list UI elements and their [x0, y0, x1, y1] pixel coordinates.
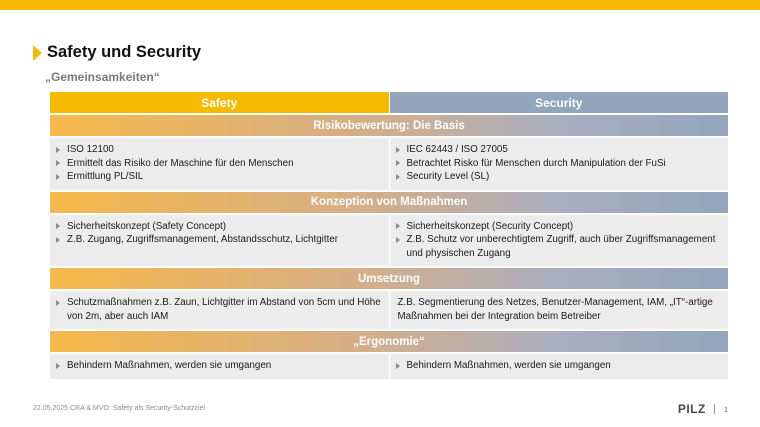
section-title-ergonomics: „Ergonomie“ — [50, 331, 728, 352]
list-item: Ermittelt das Risiko der Maschine für den Menschen — [54, 157, 383, 171]
bullet-icon — [56, 174, 60, 180]
comparison-table — [50, 92, 728, 379]
table-row — [50, 354, 728, 379]
list-item: Schutzmaßnahmen z.B. Zaun, Lichtgitter im Abstand von 5cm und Höhe von 2m, aber auch IAM — [54, 296, 383, 323]
list-item: Z.B. Zugang, Zugriffsmanagement, Abstandsschutz, Lichtgitter — [54, 233, 383, 247]
safety-cell — [50, 291, 389, 329]
header-safety: Safety — [50, 92, 389, 113]
footer-right — [678, 402, 728, 416]
list-item: Ermittlung PL/SIL — [54, 170, 383, 184]
safety-cell — [50, 138, 389, 190]
bullet-icon — [56, 363, 60, 369]
top-accent-bar — [0, 0, 760, 10]
bullet-icon — [396, 237, 400, 243]
list-item: ISO 12100 — [54, 143, 383, 157]
list-item: Sicherheitskonzept (Security Concept) — [394, 220, 723, 234]
table-header-row — [50, 92, 728, 113]
section-title-concept: Konzeption von Maßnahmen — [50, 192, 728, 213]
security-cell — [389, 354, 729, 379]
bullet-icon — [56, 300, 60, 306]
bullet-icon — [396, 174, 400, 180]
list-item: Sicherheitskonzept (Safety Concept) — [54, 220, 383, 234]
section-title-implementation: Umsetzung — [50, 268, 728, 289]
header-security: Security — [390, 92, 729, 113]
page-title: Safety und Security — [47, 43, 202, 61]
page-number: 1 — [723, 404, 728, 414]
pilz-logo: PILZ — [677, 402, 706, 416]
bullet-icon — [396, 223, 400, 229]
list-item: Z.B. Schutz vor unberechtigtem Zugriff, auch über Zugriffsmanagement und physischen Zugang — [394, 233, 723, 260]
safety-cell — [50, 215, 389, 267]
security-cell — [389, 138, 729, 190]
list-item: Behindern Maßnahmen, werden sie umgangen — [54, 359, 383, 373]
security-cell — [389, 291, 729, 329]
list-item: Betrachtet Risko für Menschen durch Manipulation der FuSi — [394, 157, 723, 171]
security-cell — [389, 215, 729, 267]
bullet-icon — [56, 237, 60, 243]
security-text: Z.B. Segmentierung des Netzes, Benutzer-Management, IAM, „IT“-artige Maßnahmen bei der Integration beim Betreiber — [397, 297, 713, 322]
bullet-icon — [396, 147, 400, 153]
bullet-icon — [56, 147, 60, 153]
list-item: Security Level (SL) — [394, 170, 723, 184]
safety-cell — [50, 354, 389, 379]
page-subtitle: „Gemeinsamkeiten“ — [45, 70, 160, 84]
bullet-icon — [56, 160, 60, 166]
bullet-icon — [396, 363, 400, 369]
table-row — [50, 215, 728, 267]
table-row — [50, 138, 728, 190]
footer-text: 22.05.2025 CRA & MVO: Safety als Security-Schutzziel — [33, 405, 205, 412]
table-row — [50, 291, 728, 329]
bullet-icon — [396, 160, 400, 166]
title-arrow-icon — [33, 45, 42, 61]
bullet-icon — [56, 223, 60, 229]
list-item: IEC 62443 / ISO 27005 — [394, 143, 723, 157]
list-item: Behindern Maßnahmen, werden sie umgangen — [394, 359, 723, 373]
footer-separator — [714, 404, 715, 414]
title-area — [33, 43, 201, 62]
section-title-risk-assessment: Risikobewertung: Die Basis — [50, 115, 728, 136]
